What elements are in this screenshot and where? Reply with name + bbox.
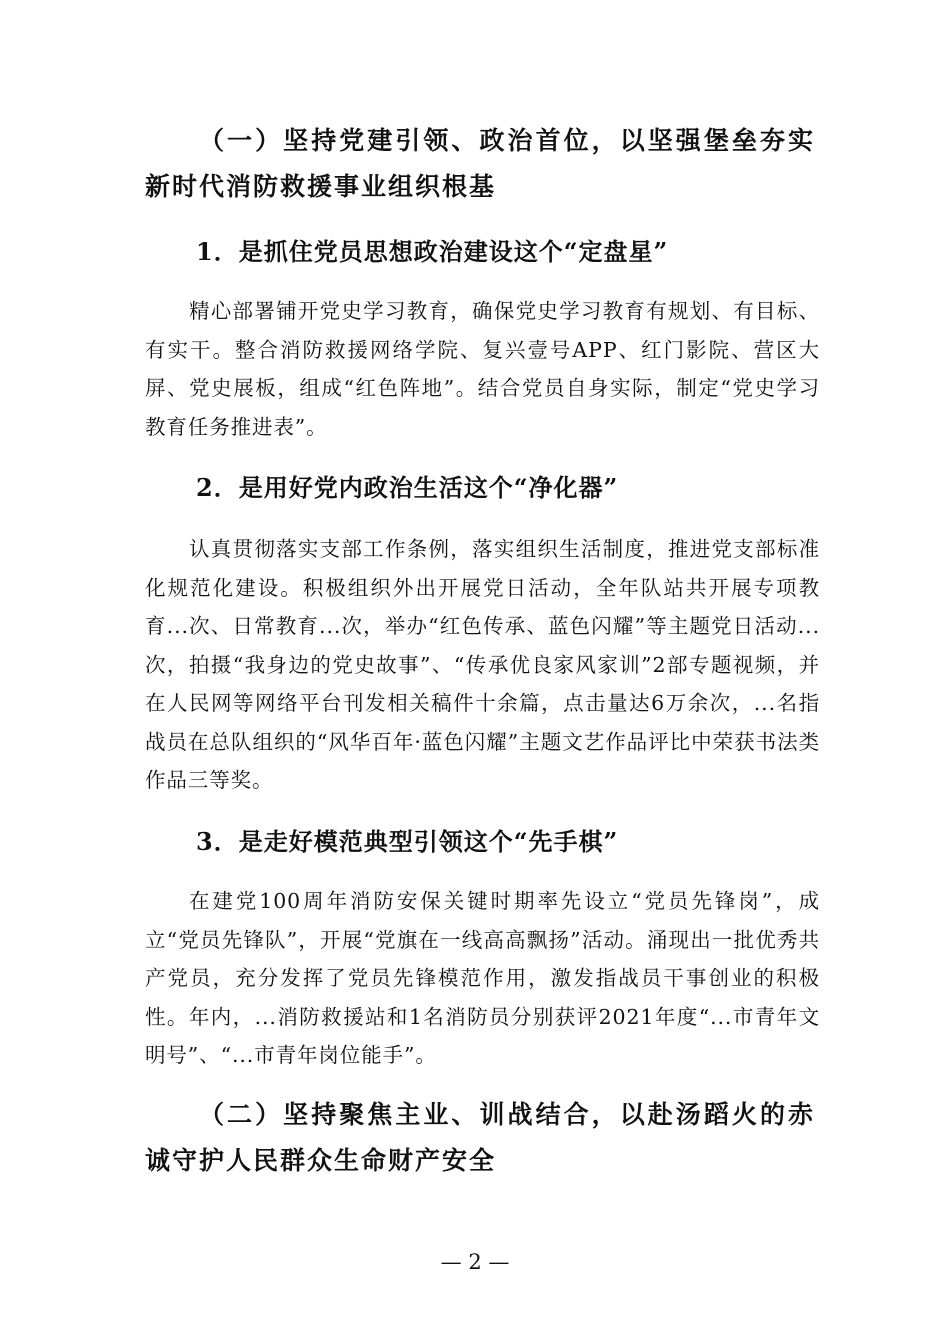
item1-body: 精心部署铺开党史学习教育，确保党史学习教育有规划、有目标、有实干。整合消防救援网络学院、复兴壹号APP、红门影院、营区大屏、党史展板，组成“红色阵地”。结合党员自身实际，制定“党史学习教育任务推进表”。 xyxy=(145,299,820,439)
item3-body: 在建党100周年消防安保关键时期率先设立“党员先锋岗”，成立“党员先锋队”，开展“党旗在一线高高飘扬”活动。涌现出一批优秀共产党员，充分发挥了党员先锋模范作用，激发指战员干事创业的积极性。年内，...消防救援站和1名消防员分别获评2021年度“...市青年文明号”、“...市青年岗位能手”。 xyxy=(145,889,820,1067)
item3-title: 3．是走好模范典型引领这个“先手棋” xyxy=(196,827,619,856)
item1-title: 1．是抓住党员思想政治建设这个“定盘星” xyxy=(196,237,669,266)
section1-heading: （一）坚持党建引领、政治首位，以坚强堡垒夯实新时代消防救援事业组织根基 xyxy=(145,126,815,201)
section2-heading: （二）坚持聚焦主业、训战结合，以赴汤蹈火的赤诚守护人民群众生命财产安全 xyxy=(145,1100,815,1175)
page-number: — 2 — xyxy=(440,1250,510,1274)
item2-title: 2．是用好党内政治生活这个“净化器” xyxy=(196,473,619,502)
item2-body: 认真贯彻落实支部工作条例，落实组织生活制度，推进党支部标准化规范化建设。积极组织外出开展党日活动，全年队站共开展专项教育...次、日常教育...次，举办“红色传承、蓝色闪耀”等主题党日活动...次，拍摄“我身边的党史故事”、“传承优良家风家训”2部专题视频，并在人民网等网络平台刊发相关稿件十余篇，点击量达6万余次，...名指战员在总队组织的“风华百年·蓝色闪耀”主题文艺作品评比中荣获书法类作品三等奖。 xyxy=(145,537,820,792)
